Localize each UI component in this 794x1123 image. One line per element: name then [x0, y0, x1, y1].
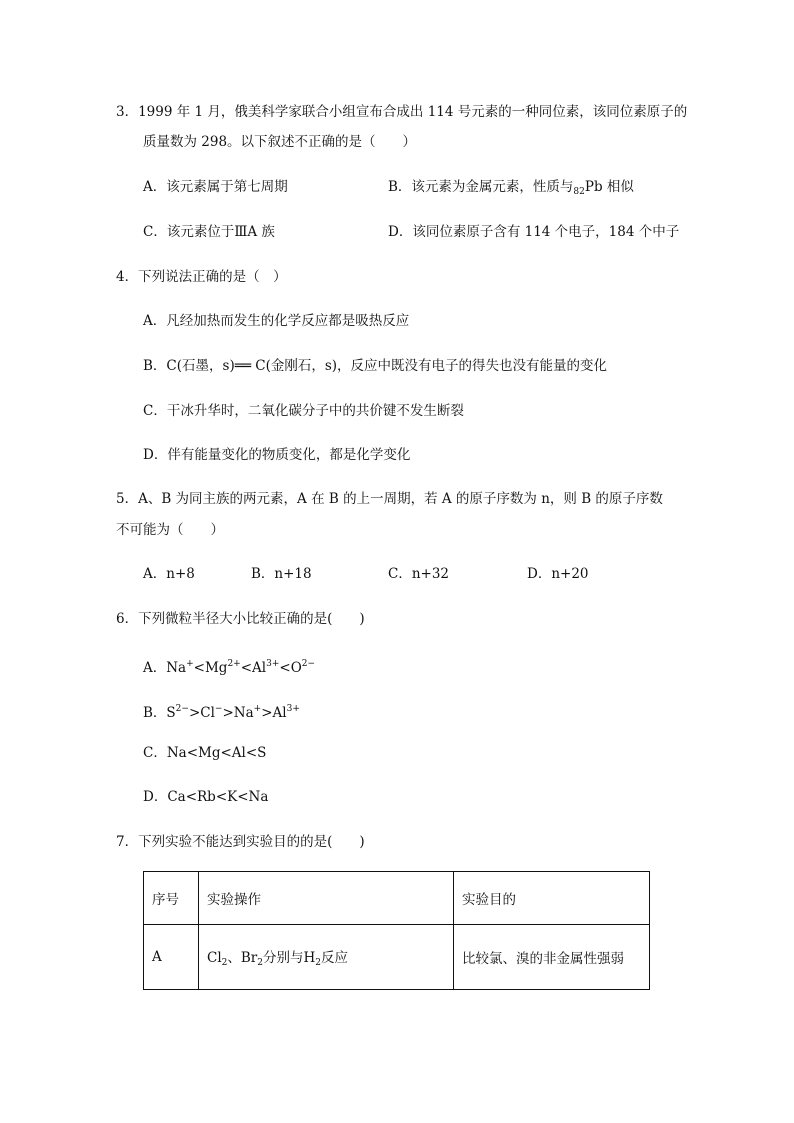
- q6-option-c: C．Na<Mg<Al<S: [143, 745, 267, 761]
- header-operation: 实验操作: [199, 872, 454, 925]
- q6-a-part: <O: [279, 660, 302, 676]
- q6-b-part: B．S: [143, 705, 176, 721]
- row-operation: [199, 925, 454, 990]
- q6-b-charge: −: [214, 704, 223, 714]
- q6-a-charge: 2−: [301, 659, 316, 669]
- q6-b-charge: 3+: [286, 704, 300, 714]
- q4-option-b: B．C(石墨，s)══ C(金刚石，s)，反应中既没有电子的得失也没有能量的变化: [143, 358, 608, 374]
- table-header-row: [144, 872, 650, 925]
- row-purpose: 比较氯、溴的非金属性强弱: [454, 925, 650, 990]
- q3-option-c: C．该元素位于ⅢA 族: [143, 224, 275, 240]
- op-subscript: 2: [315, 958, 322, 968]
- q7-stem: 7．下列实验不能达到实验目的的是( ): [116, 834, 365, 850]
- q6-a-part: <Mg: [193, 660, 228, 676]
- q6-a-part: <Al: [240, 660, 267, 676]
- q3-option-b-text: B．该元素为金属元素，性质与: [388, 179, 574, 195]
- q6-option-b: [143, 699, 300, 723]
- q5-option-a: A．n+8: [143, 566, 195, 582]
- header-purpose: 实验目的: [454, 872, 650, 925]
- q3-option-b: [388, 177, 634, 202]
- q6-a-charge: +: [186, 659, 194, 669]
- q6-a-charge: 2+: [227, 659, 241, 669]
- op-part: 分别与H: [263, 950, 316, 966]
- q6-stem: 6．下列微粒半径大小比较正确的是( ): [116, 611, 365, 627]
- q5-option-b: B．n+18: [251, 566, 312, 582]
- op-subscript: 2: [257, 958, 263, 968]
- q3-stem-line2: 质量数为 298。以下叙述不正确的是（ ）: [143, 134, 417, 150]
- q4-stem: 4．下列说法正确的是（ ）: [116, 269, 287, 285]
- q3-stem-line1: 3．1999 年 1 月，俄美科学家联合小组宣布合成出 114 号元素的一种同位素，该同位素原子的: [116, 104, 688, 120]
- q6-option-a: [143, 654, 315, 678]
- q6-b-charge: +: [253, 704, 262, 714]
- table-row: [144, 925, 650, 990]
- q6-option-d: D．Ca<Rb<K<Na: [143, 789, 269, 805]
- header-id: 序号: [144, 872, 199, 925]
- op-part: Cl: [207, 950, 222, 966]
- op-subscript: 2: [221, 958, 228, 968]
- q4-option-c: C．干冰升华时，二氧化碳分子中的共价键不发生断裂: [143, 403, 464, 419]
- q6-b-part: >Cl: [188, 705, 215, 721]
- q4-option-a: A．凡经加热而发生的化学反应都是吸热反应: [143, 313, 410, 329]
- q3-option-d: D．该同位素原子含有 114 个电子，184 个中子: [388, 224, 680, 240]
- q5-stem-line1: 5．A、B 为同主族的两元素，A 在 B 的上一周期，若 A 的原子序数为 n，则 B 的原子序数: [116, 491, 663, 507]
- q6-b-part: >Al: [261, 705, 287, 721]
- q5-option-d: D．n+20: [527, 566, 589, 582]
- q3-option-b-text-end: Pb 相似: [584, 179, 634, 195]
- q5-option-c: C．n+32: [388, 566, 450, 582]
- q5-stem-line2: 不可能为（ ）: [116, 522, 224, 538]
- row-id: A: [144, 925, 199, 990]
- op-part: 、Br: [227, 950, 258, 966]
- experiment-table: [143, 871, 650, 990]
- q6-a-part: A．Na: [143, 660, 187, 676]
- q3-option-b-subscript: 82: [573, 187, 585, 197]
- q6-b-part: >Na: [222, 705, 254, 721]
- q3-option-a: A．该元素属于第七周期: [143, 179, 288, 195]
- q6-a-charge: 3+: [266, 659, 280, 669]
- q4-option-d: D．伴有能量变化的物质变化，都是化学变化: [143, 447, 411, 463]
- op-part: 反应: [321, 950, 349, 966]
- q6-b-charge: 2−: [175, 704, 189, 714]
